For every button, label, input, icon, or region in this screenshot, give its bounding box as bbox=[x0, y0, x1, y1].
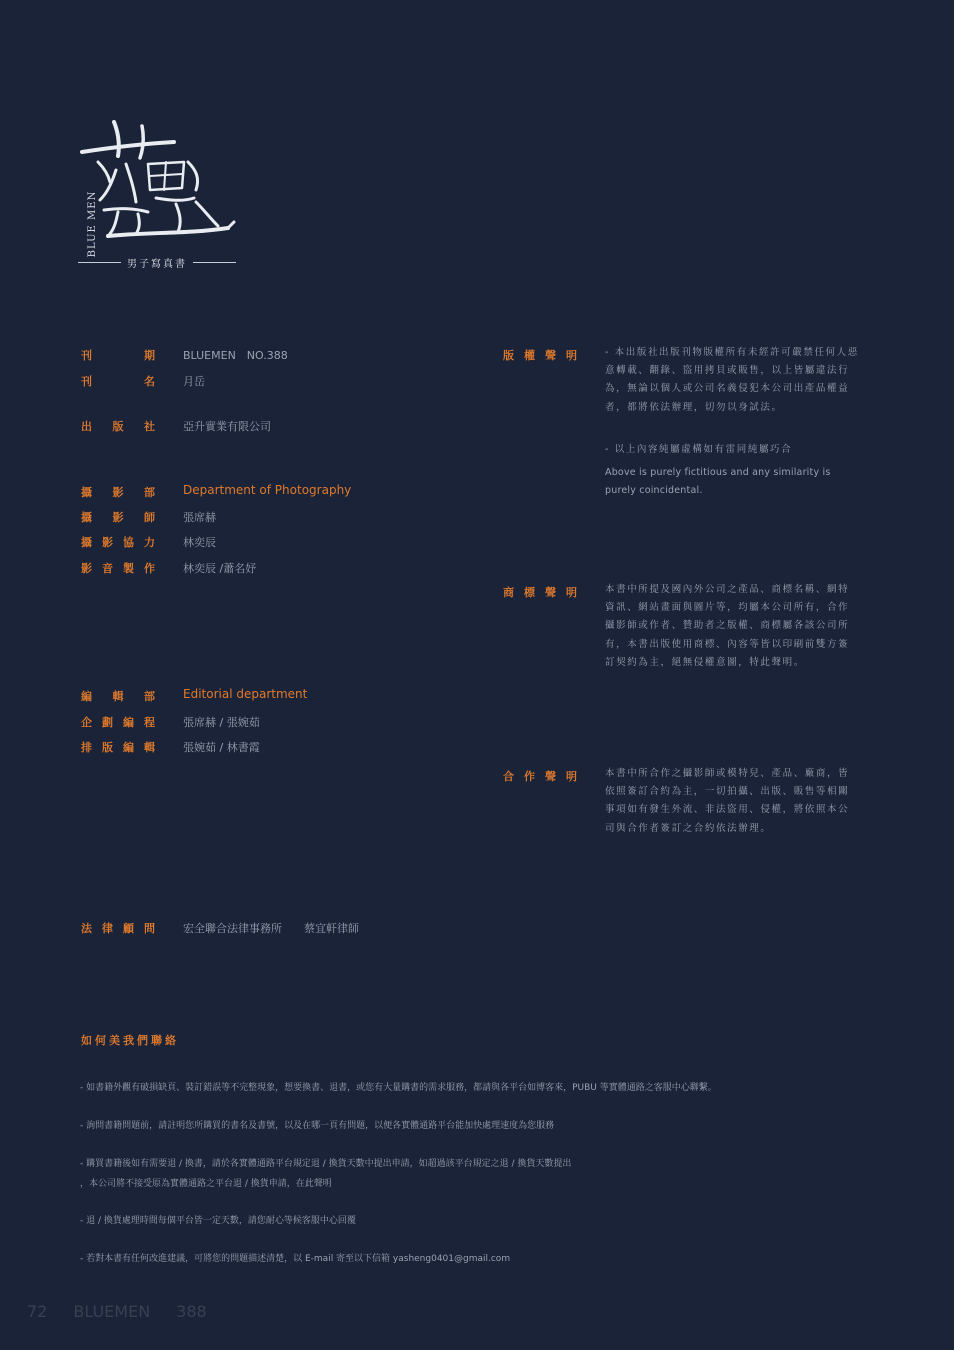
photo-assist-label: 攝 影 協 力 bbox=[81, 536, 155, 549]
cooperation-label: 合 作 聲 明 bbox=[503, 770, 577, 783]
video-value: 林奕辰 /蕭名妤 bbox=[183, 562, 257, 575]
brand-tagline-text: 男子寫真書 bbox=[127, 259, 187, 270]
footer-brand: BLUEMEN bbox=[73, 1302, 151, 1321]
copyright-text: - 本出版社出版刊物版權所有未經許可嚴禁任何人惡意轉載、翻錄、盜用拷貝或販售，以上皆屬違法行為，無論以個人或公司名義侵犯本公司出產品權益者，都將依法辦理，切勿以身試法。 bbox=[605, 347, 859, 413]
cooperation-text: 本書中所合作之攝影師或模特兒、產品、廠商，皆依照簽訂合約為主，一切拍攝、出版、販售等相關事項如有發生外流、非法盜用、侵權，將依照本公司與合作者簽訂之合約依法辦理。 bbox=[605, 768, 850, 834]
layout-editor-value: 張婉茹 / 林書霞 bbox=[183, 741, 260, 754]
contact-item: - 退 / 換貨處理時間每個平台皆一定天數，請您耐心等候客服中心回覆 bbox=[80, 1216, 356, 1226]
divider bbox=[193, 262, 236, 263]
name-value: 月岳 bbox=[183, 375, 205, 388]
editorial-value: Editorial department bbox=[183, 687, 308, 701]
contact-item: - 如書籍外觀有破損缺頁、裝訂錯誤等不完整現象，想要換書、退書，或您有大量購書的需求服務，都請與各平台如博客來，PUBU 等實體通路之客服中心聯繫。 bbox=[80, 1083, 717, 1093]
photo-dept-label: 攝 影 部 bbox=[81, 486, 155, 499]
photographer-value: 張席赫 bbox=[183, 511, 216, 524]
photo-assist-value: 林奕辰 bbox=[183, 536, 216, 549]
issue-value: BLUEMEN NO.388 bbox=[183, 349, 288, 362]
layout-editor-label: 排 版 編 輯 bbox=[81, 741, 155, 754]
fiction-text-en: Above is purely fictitious and any similarity is purely coincidental. bbox=[605, 467, 831, 497]
editorial-label: 編 輯 部 bbox=[81, 690, 155, 703]
planning-value: 張席赫 / 張婉茹 bbox=[183, 716, 260, 729]
fiction-text: - 以上內容純屬虛構如有雷同純屬巧合 bbox=[605, 444, 793, 455]
photographer-label: 攝 影 師 bbox=[81, 511, 155, 524]
trademark-text: 本書中所提及國內外公司之產品、商標名稱、網特資訊、網站畫面與圖片等，均屬本公司所有，合作攝影師或作者、贊助者之版權、商標屬各該公司所有，本書出版使用商標、內容等皆以印刷前雙方簽訂契約為主，絕無侵權意圖，特此聲明。 bbox=[605, 584, 850, 668]
page-footer bbox=[27, 1302, 207, 1321]
brand-latin-name: BLUE MEN bbox=[86, 190, 98, 258]
contact-item: - 詢問書籍問題前，請註明您所購買的書名及書號，以及在哪一頁有問題，以便各實體通路平台能加快處理速度為您服務 bbox=[80, 1121, 555, 1131]
contact-heading: 如何美我們聯絡 bbox=[81, 1034, 179, 1047]
brand-tagline bbox=[78, 255, 236, 270]
publisher-label: 出 版 社 bbox=[81, 420, 155, 433]
legal-label: 法 律 顧 問 bbox=[81, 922, 155, 935]
contact-item: - 購買書籍後如有需要退 / 換書，請於各實體通路平台規定退 / 換貨天數中提出申請，如超過該平台規定之退 / 換貨天數提出 bbox=[80, 1159, 572, 1169]
contact-item: ，本公司將不接受原為實體通路之平台退 / 換貨申請，在此聲明 bbox=[80, 1179, 332, 1189]
trademark-label: 商 標 聲 明 bbox=[503, 586, 577, 599]
legal-value: 宏全聯合法律事務所 蔡宜軒律師 bbox=[183, 922, 359, 935]
publisher-value: 亞升實業有限公司 bbox=[183, 420, 271, 433]
footer-issue: 388 bbox=[176, 1302, 207, 1321]
issue-label: 刊 期 bbox=[81, 349, 155, 362]
photo-dept-value: Department of Photography bbox=[183, 483, 352, 497]
copyright-label: 版 權 聲 明 bbox=[503, 349, 577, 362]
video-label: 影 音 製 作 bbox=[81, 562, 155, 575]
planning-label: 企 劃 編 程 bbox=[81, 716, 155, 729]
brand-logo bbox=[78, 118, 238, 278]
name-label: 刊 名 bbox=[81, 375, 155, 388]
contact-item: - 若對本書有任何改進建議，可將您的問題描述清楚，以 E-mail 寄至以下信箱 yasheng0401@gmail.com bbox=[80, 1254, 511, 1264]
divider bbox=[78, 262, 121, 263]
page-number: 72 bbox=[27, 1302, 48, 1321]
